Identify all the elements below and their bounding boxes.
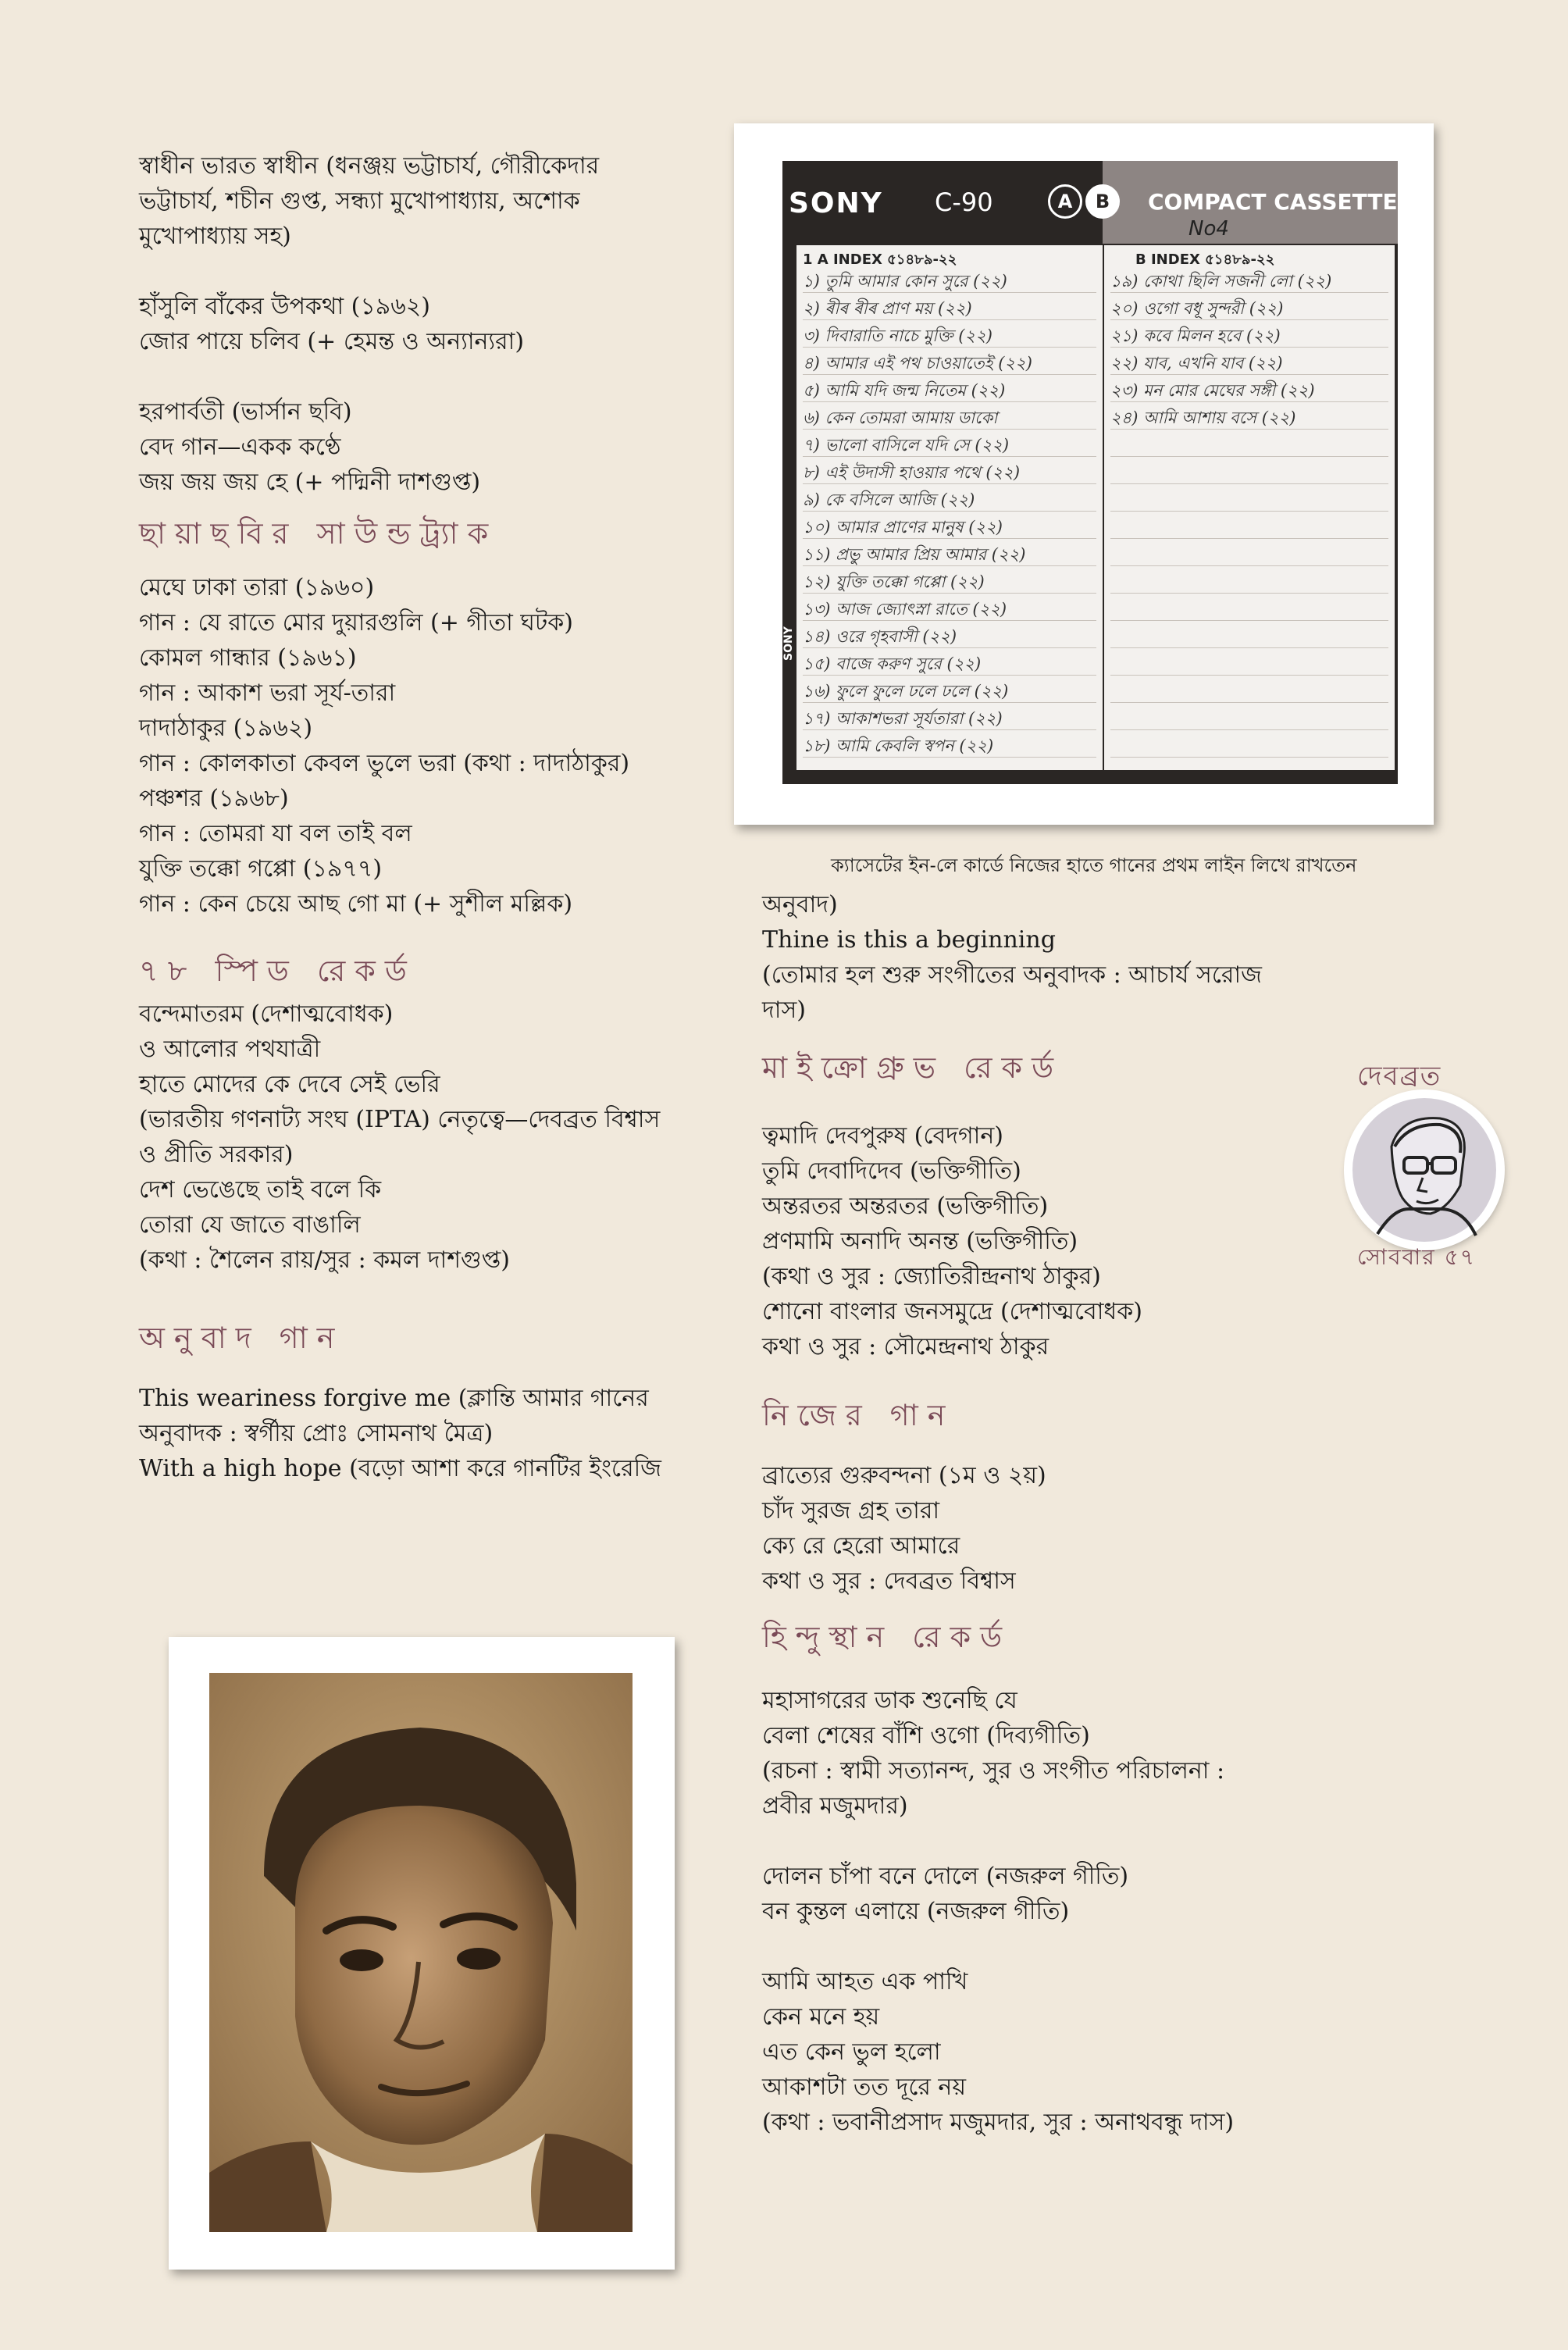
- cassette-caption: ক্যাসেটের ইন-লে কার্ডে নিজের হাতে গানের প্রথম লাইন লিখে রাখতেন: [831, 854, 1357, 876]
- cassette-entry: ২০) ওগো বধূ সুন্দরী (২২): [1110, 296, 1388, 320]
- list-item: দাদাঠাকুর (১৯৬২): [139, 715, 313, 742]
- cassette-entry: ২১) কবে মিলন হবে (২২): [1110, 323, 1388, 348]
- cassette-entry: [1110, 679, 1388, 703]
- cassette-entry: ১৫) বাজে করুণ সুরে (২২): [803, 651, 1096, 676]
- list-item: কোমল গান্ধার (১৯৬১): [139, 644, 357, 672]
- text-line: দাস): [762, 997, 806, 1024]
- cassette-brand: SONY: [789, 187, 883, 219]
- microgroove-list: [762, 1118, 1340, 1364]
- portrait-photo-frame: [169, 1637, 675, 2270]
- list-item: ও প্রীতি সরকার): [139, 1141, 294, 1168]
- list-item: (কথা ও সুর : জ্যোতিরীন্দ্রনাথ ঠাকুর): [762, 1263, 1101, 1290]
- own-songs-list: [762, 1458, 1340, 1599]
- hansuli-block: [139, 289, 717, 359]
- cassette-entry: ১৩) আজ জ্যোৎস্না রাতে (২২): [803, 597, 1096, 621]
- list-item: দেশ ভেঙেছে তাই বলে কি: [139, 1176, 382, 1204]
- list-item: মহাসাগরের ডাক শুনেছি যে: [762, 1687, 1017, 1714]
- soundtrack-list: [139, 570, 717, 922]
- list-item: আকাশটা তত দূরে নয়: [762, 2074, 967, 2101]
- cassette-entry: ১) তুমি আমার কোন সুরে (২২): [803, 269, 1096, 293]
- list-item: হাতে মোদের কে দেবে সেই ভেরি: [139, 1071, 440, 1098]
- cassette-entry: ২২) যাব, এখনি যাব (২২): [1110, 351, 1388, 375]
- list-item: গান : কেন চেয়ে আছ গো মা (+ সুশীল মল্লিক): [139, 890, 573, 918]
- cassette-entry: [1110, 569, 1388, 594]
- text-line: বেদ গান—একক কণ্ঠে: [139, 433, 341, 461]
- cassette-entry: [1110, 542, 1388, 566]
- list-item: তুমি দেবাদিদেব (ভক্তিগীতি): [762, 1157, 1021, 1185]
- emblem-portrait-circle: [1346, 1092, 1502, 1248]
- list-item: ত্বমাদি দেবপুরুষ (বেদগান): [762, 1122, 1003, 1150]
- cassette-entry: ৮) এই উদাসী হাওয়ার পথে (২২): [803, 460, 1096, 484]
- list-item: (ভারতীয় গণনাট্য সংঘ (IPTA) নেতৃত্বে—দেবব্রত বিশ্বাস: [139, 1106, 661, 1133]
- list-item: শোনো বাংলার জনসমুদ্রে (দেশাত্মবোধক): [762, 1298, 1142, 1325]
- emblem-bottom-text: সোববার ৫৭: [1357, 1244, 1476, 1270]
- text-line: অনুবাদ): [762, 891, 838, 918]
- hindusthan-group-3: [762, 1964, 1340, 2140]
- cassette-compact-text: COMPACT CASSETTE: [1148, 189, 1398, 215]
- cassette-entry: [1110, 624, 1388, 648]
- list-item: তোরা যে জাতে বাঙালি: [139, 1211, 361, 1239]
- cassette-side-b-card: [1104, 245, 1395, 770]
- list-item: ব্রাত্যের গুরুবন্দনা (১ম ও ২য়): [762, 1462, 1046, 1489]
- list-item: চাঁদ সুরজ গ্রহ তারা: [762, 1497, 940, 1524]
- cassette-entry: [1110, 706, 1388, 730]
- cassette-spine-text: SONY: [782, 626, 795, 661]
- hindusthan-group-1: [762, 1683, 1340, 1824]
- cassette-entry: ৭) ভালো বাসিলে যদি সে (২২): [803, 433, 1096, 457]
- right-column: [762, 887, 1340, 2140]
- list-item: অনুবাদক : স্বর্গীয় প্রোঃ সোমনাথ মৈত্র): [139, 1420, 494, 1447]
- debabrata-emblem: [1340, 1056, 1520, 1282]
- own-songs-heading: নিজের গান: [762, 1398, 955, 1432]
- cassette-entry: ১৯) কোথা ছিলি সজনী লো (২২): [1110, 269, 1388, 293]
- list-item: এত কেন ভুল হলো: [762, 2038, 941, 2066]
- side-b-index: B INDEX ৫১৪৮৯-২২: [1135, 251, 1275, 268]
- list-item: বন্দেমাতরম (দেশাত্মবোধক): [139, 1000, 394, 1028]
- list-item: ক্যে রে হেরো আমারে: [762, 1532, 960, 1560]
- list-item: বন কুন্তল এলায়ে (নজরুল গীতি): [762, 1898, 1070, 1925]
- cassette-entry: ১২) যুক্তি তক্কো গপ্পো (২২): [803, 569, 1096, 594]
- cassette-entry: [1110, 433, 1388, 457]
- cassette-entry: ২) ৰীৰ ৰীৰ প্ৰাণ ময় (২২): [803, 296, 1096, 320]
- list-item: গান : যে রাতে মোর দুয়ারগুলি (+ গীতা ঘটক): [139, 609, 573, 637]
- list-item: ও আলোর পথযাত্রী: [139, 1036, 321, 1063]
- side-b-badge: B: [1085, 184, 1120, 219]
- cassette-entry: ৩) দিবারাতি নাচে মুক্তি (২২): [803, 323, 1096, 348]
- cassette-entry: [1110, 460, 1388, 484]
- cassette-entry: ৪) আমার এই পথ চাওয়াতেই (২২): [803, 351, 1096, 375]
- cassette-number-note: No4: [1188, 217, 1229, 241]
- list-item: প্রণমামি অনাদি অনন্ত (ভক্তিগীতি): [762, 1228, 1078, 1255]
- list-item: গান : তোমরা যা বল তাই বল: [139, 820, 412, 847]
- cassette-entry: [1110, 597, 1388, 621]
- cassette-entry: [1110, 487, 1388, 512]
- list-item: কথা ও সুর : সৌমেন্দ্রনাথ ঠাকুর: [762, 1333, 1049, 1360]
- cassette-side-badges: [1048, 184, 1123, 219]
- list-item: With a high hope (বড়ো আশা করে গানটির ইংরেজি: [139, 1455, 661, 1482]
- cassette-entry: [1110, 515, 1388, 539]
- list-item: মেঘে ঢাকা তারা (১৯৬০): [139, 574, 375, 601]
- cassette-entry: [1110, 733, 1388, 758]
- portrait-sketch-icon: [1346, 1092, 1502, 1248]
- list-item: গান : কোলকাতা কেবল ভুলে ভরা (কথা : দাদাঠাকুর): [139, 750, 630, 777]
- intro-block: [139, 148, 717, 254]
- cassette-photo-frame: [734, 123, 1434, 825]
- list-item: This weariness forgive me (ক্লান্তি আমার গানের: [139, 1385, 649, 1412]
- list-item: প্রবীর মজুমদার): [762, 1792, 908, 1820]
- list-item: (রচনা : স্বামী সত্যানন্দ, সুর ও সংগীত পরিচালনা :: [762, 1757, 1225, 1785]
- hindusthan-group-2: [762, 1859, 1340, 1929]
- list-item: অন্তরতর অন্তরতর (ভক্তিগীতি): [762, 1193, 1049, 1220]
- list-item: আমি আহত এক পাখি: [762, 1968, 968, 1995]
- text-line: হাঁসুলি বাঁকের উপকথা (১৯৬২): [139, 293, 430, 320]
- cassette-side-a-card: [796, 245, 1103, 770]
- portrait-photo-image: [209, 1673, 633, 2232]
- left-column: [139, 148, 717, 1486]
- text-line: স্বাধীন ভারত স্বাধীন (ধনঞ্জয় ভট্টাচার্য, গৌরীকেদার: [139, 152, 600, 180]
- microgroove-heading: মাইক্রোগ্রুভ রেকর্ড: [762, 1050, 1064, 1085]
- cassette-entry: ২৩) মন মোর মেঘের সঙ্গী (২২): [1110, 378, 1388, 402]
- list-item: যুক্তি তক্কো গপ্পো (১৯৭৭): [139, 855, 383, 883]
- speed78-heading: ৭৮ স্পিড রেকর্ড: [139, 954, 416, 988]
- text-line: Thine is this a beginning: [762, 926, 1056, 954]
- text-line: ভট্টাচার্য, শচীন গুপ্ত, সন্ধ্যা মুখোপাধ্যায়, অশোক: [139, 187, 580, 215]
- cassette-entry: ৯) কে বসিলে আজি (২২): [803, 487, 1096, 512]
- cassette-entry: ২৪) আমি আশায় বসে (২২): [1110, 405, 1388, 430]
- translation-list: [139, 1381, 717, 1486]
- translation-heading: অনুবাদ গান: [139, 1321, 344, 1355]
- cassette-entry: ১০) আমার প্রাণের মানুষ (২২): [803, 515, 1096, 539]
- cassette-type: C-90: [935, 187, 993, 217]
- list-item: (কথা : ভবানীপ্রসাদ মজুমদার, সুর : অনাথবন্ধু দাস): [762, 2109, 1235, 2136]
- cassette-entry: [1110, 651, 1388, 676]
- emblem-top-text: দেবব্রত: [1357, 1061, 1442, 1092]
- cassette-entry: ১৭) আকাশভরা সূর্যতারা (২২): [803, 706, 1096, 730]
- cassette-entry: ৬) কেন তোমরা আমায় ডাকো: [803, 405, 1096, 430]
- speed78-list: [139, 997, 717, 1278]
- cassette-entry: ১৮) আমি কেবলি স্বপন (২২): [803, 733, 1096, 758]
- cassette-entry: ১১) প্রভু আমার প্রিয় আমার (২২): [803, 542, 1096, 566]
- side-a-badge: A: [1048, 184, 1082, 219]
- cassette-entry: ৫) আমি যদি জন্ম নিতেম (২২): [803, 378, 1096, 402]
- list-item: দোলন চাঁপা বনে দোলে (নজরুল গীতি): [762, 1863, 1129, 1890]
- portrait-photo: [209, 1673, 633, 2232]
- text-line: জয় জয় জয় হে (+ পদ্মিনী দাশগুপ্ত): [139, 469, 481, 496]
- cassette-entry: ১৬) ফুলে ফুলে ঢলে ঢলে (২২): [803, 679, 1096, 703]
- text-line: হরপার্বতী (ভার্সান ছবি): [139, 398, 352, 426]
- continuation-block: [762, 887, 1340, 1028]
- list-item: গান : আকাশ ভরা সূর্য-তারা: [139, 679, 396, 707]
- harparbati-block: [139, 394, 717, 500]
- cassette-header: [782, 161, 1398, 244]
- text-line: (তোমার হল শুরু সংগীতের অনুবাদক : আচার্য সরোজ: [762, 961, 1262, 989]
- list-item: (কথা : শৈলেন রায়/সুর : কমল দাশগুপ্ত): [139, 1246, 510, 1274]
- cassette-entry: ১৪) ওরে গৃহবাসী (২২): [803, 624, 1096, 648]
- hindusthan-heading: হিন্দুস্থান রেকর্ড: [762, 1620, 1012, 1654]
- side-a-index: 1 A INDEX ৫১৪৮৯-২২: [803, 251, 957, 268]
- text-line: মুখোপাধ্যায় সহ): [139, 223, 291, 250]
- list-item: কথা ও সুর : দেবব্রত বিশ্বাস: [762, 1567, 1016, 1595]
- cassette-inlay-image: [782, 161, 1398, 784]
- soundtrack-heading: ছায়াছবির সাউন্ডট্র্যাক: [139, 516, 498, 551]
- text-line: জোর পায়ে চলিব (+ হেমন্ত ও অন্যান্যরা): [139, 328, 525, 355]
- list-item: কেন মনে হয়: [762, 2003, 880, 2031]
- list-item: পঞ্চশর (১৯৬৮): [139, 785, 289, 812]
- list-item: বেলা শেষের বাঁশি ওগো (দিব্যগীতি): [762, 1722, 1090, 1749]
